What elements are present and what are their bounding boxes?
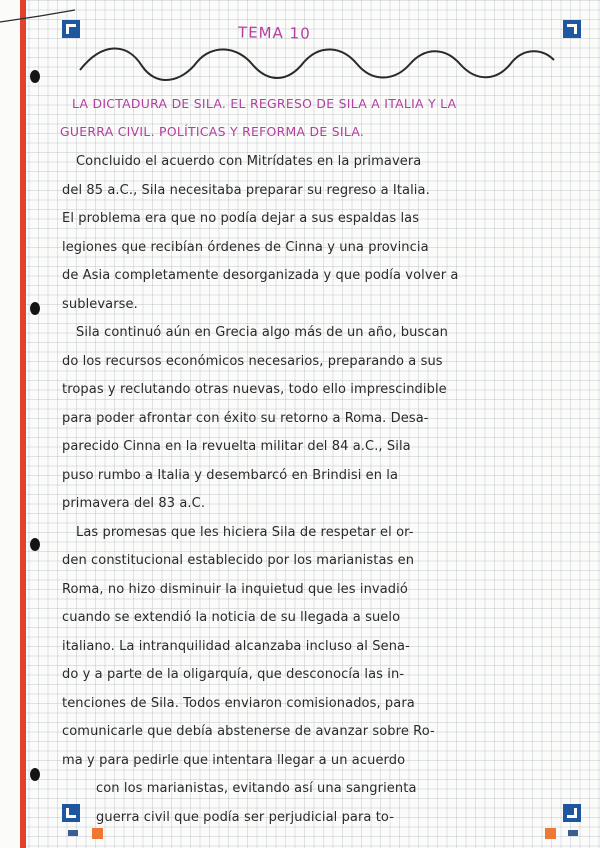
- text-line: Concluido el acuerdo con Mitrídates en la primavera: [76, 154, 422, 169]
- punch-hole: [30, 302, 40, 315]
- corner-mark-top-right: [563, 20, 581, 38]
- text-line: sublevarse.: [62, 296, 138, 312]
- punch-hole: [30, 70, 40, 83]
- text-line: Sila continuó aún en Grecia algo más de un año, buscan: [76, 325, 449, 340]
- text-line: de Asia completamente desorganizada y que podía volver a: [62, 268, 459, 283]
- text-line: do y a parte de la oligarquía, que desconocía las in-: [62, 667, 405, 682]
- page-title: TEMA 10: [237, 23, 311, 43]
- section-heading: [60, 90, 572, 146]
- text-line: para poder afrontar con éxito su retorno a Roma. Desa-: [62, 410, 429, 426]
- punch-hole: [30, 768, 40, 781]
- pen-stroke-mark: [0, 0, 120, 30]
- heading-line: GUERRA CIVIL. POLÍTICAS Y REFORMA DE SILA.: [60, 124, 365, 139]
- text-line: El problema era que no podía dejar a sus espaldas las: [62, 211, 420, 226]
- heading-line: LA DICTADURA DE SILA. EL REGRESO DE SILA A ITALIA Y LA: [72, 96, 457, 111]
- text-line: comunicarle que debía abstenerse de avanzar sobre Ro-: [62, 724, 435, 739]
- corner-mark-top-left: [62, 20, 80, 38]
- text-line: tenciones de Sila. Todos enviaron comisionados, para: [62, 695, 415, 711]
- text-line: con los marianistas, evitando así una sangrienta: [96, 781, 417, 796]
- text-line: italiano. La intranquilidad alcanzaba incluso al Sena-: [62, 638, 410, 654]
- text-line: primavera del 83 a.C.: [62, 496, 206, 511]
- decorative-wave: [72, 42, 562, 86]
- red-margin-strip: [20, 0, 26, 848]
- handwritten-body: [62, 148, 582, 832]
- text-line: parecido Cinna en la revuelta militar del 84 a.C., Sila: [62, 439, 411, 454]
- text-line: Roma, no hizo disminuir la inquietud que les invadió: [62, 581, 408, 597]
- text-line: Las promesas que les hiciera Sila de respetar el or-: [76, 524, 414, 540]
- text-line: tropas y reclutando otras nuevas, todo ello imprescindible: [62, 382, 447, 397]
- text-line: legiones que recibían órdenes de Cinna y una provincia: [62, 239, 429, 255]
- punch-hole: [30, 538, 40, 551]
- text-line: den constitucional establecido por los marianistas en: [62, 553, 415, 568]
- text-line: del 85 a.C., Sila necesitaba preparar su regreso a Italia.: [62, 182, 430, 198]
- text-line: do los recursos económicos necesarios, preparando a sus: [62, 353, 443, 369]
- text-line: cuando se extendió la noticia de su llegada a suelo: [62, 610, 401, 625]
- text-line: ma y para pedirle que intentara llegar a un acuerdo: [62, 752, 406, 768]
- text-line: puso rumbo a Italia y desembarcó en Brindisi en la: [62, 467, 399, 483]
- left-margin: [0, 0, 22, 848]
- text-line: guerra civil que podía ser perjudicial para to-: [96, 809, 395, 825]
